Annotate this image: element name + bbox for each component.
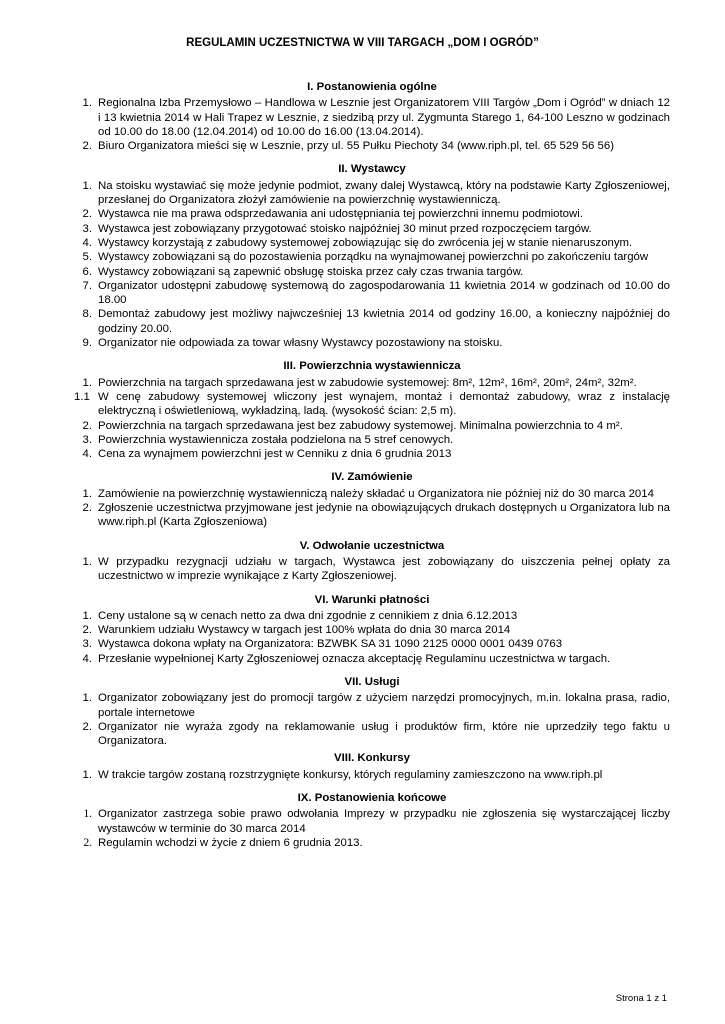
item-text: W przypadku rezygnacji udziału w targach, Wystawca jest zobowiązany do uiszczenia pełnej opłaty za uczestnictwo w imprezie wynikające z Karty Zgłoszeniowej. xyxy=(98,555,670,583)
item-number: 1. xyxy=(82,555,92,568)
page-number: Strona 1 z 1 xyxy=(615,993,667,1004)
item-text: Organizator nie wyraża zgody na reklamowanie usług i produktów firm, które nie uprzedziły tego faktu u Organizatora. xyxy=(98,720,670,748)
document-title: REGULAMIN UCZESTNICTWA W VIII TARGACH „DOM I OGRÓD” xyxy=(186,37,539,49)
item-number: 1. xyxy=(82,97,92,110)
list-item xyxy=(74,307,670,336)
item-number: 3. xyxy=(82,638,92,651)
item-number: 2. xyxy=(82,624,92,637)
section-heading: V. Odwołanie uczestnictwa xyxy=(299,539,445,552)
list-item xyxy=(74,501,670,530)
list-item xyxy=(74,487,670,501)
list-item xyxy=(74,555,670,584)
list-item xyxy=(74,768,670,782)
list-item xyxy=(74,609,670,623)
item-number: 1. xyxy=(82,487,92,500)
list-item xyxy=(74,279,670,308)
section-warunki-platnosci xyxy=(74,593,670,666)
list-item xyxy=(74,236,670,250)
list-item xyxy=(74,720,670,749)
section-postanowienia-koncowe xyxy=(74,791,670,850)
item-text: Powierzchnia na targach sprzedawana jest bez zabudowy systemowej. Minimalna powierzchnia to 4 m². xyxy=(98,419,623,432)
item-text: Organizator zastrzega sobie prawo odwołania Imprezy w przypadku nie zgłoszenia się wystarczającej liczby wystawców w terminie do 30 marca 2014 xyxy=(98,808,670,835)
list-item xyxy=(74,265,670,279)
item-text: W trakcie targów zostaną rozstrzygnięte konkursy, których regulaminy zamieszczono na www.riph.pl xyxy=(98,768,603,781)
item-number: 1. xyxy=(82,376,92,389)
item-number: 4. xyxy=(82,236,92,249)
item-number: 1.1 xyxy=(74,390,90,403)
list-item xyxy=(74,96,670,139)
item-text: Demontaż zabudowy jest możliwy najwcześniej 13 kwietnia 2014 od godziny 16.00, a konieczny najpóźniej do godziny 20.00. xyxy=(98,308,670,335)
item-number: 3. xyxy=(82,433,92,446)
list-item xyxy=(74,222,670,236)
list-item xyxy=(74,390,670,419)
section-postanowienia-ogolne xyxy=(74,80,670,153)
section-heading: III. Powierzchnia wystawiennicza xyxy=(283,360,461,373)
item-text: Wystawca nie ma prawa odsprzedawania ani udostępniania tej powierzchni innemu podmiotowi. xyxy=(98,208,583,221)
item-text: Powierzchnia na targach sprzedawana jest w zabudowie systemowej: 8m², 12m², 16m², 20m², 24m², 32m². xyxy=(98,376,637,389)
item-number: 1. xyxy=(83,808,92,821)
section-konkursy xyxy=(74,751,670,782)
list-item xyxy=(74,376,670,390)
item-number: 9. xyxy=(82,337,92,350)
item-number: 3. xyxy=(82,222,92,235)
item-text: Wystawcy zobowiązani są do pozostawienia porządku na wynajmowanej powierzchni po zakończeniu targów xyxy=(98,251,649,264)
section-odwolanie-uczestnictwa xyxy=(74,539,670,584)
section-heading: IX. Postanowienia końcowe xyxy=(297,792,447,805)
list-item xyxy=(74,419,670,433)
item-text: Powierzchnia wystawiennicza została podzielona na 5 stref cenowych. xyxy=(98,433,454,446)
item-text: Biuro Organizatora mieści się w Lesznie, przy ul. 55 Pułku Piechoty 34 (www.riph.pl, tel. 65 529 56 56) xyxy=(98,140,614,153)
section-zamowienie xyxy=(74,470,670,529)
list-item xyxy=(74,250,670,264)
document-body xyxy=(74,80,670,859)
item-text: W cenę zabudowy systemowej wliczony jest wynajem, montaż i demontaż zabudowy, wraz z instalację elektryczną i oświetleniową, wykładziną, ladą. (wysokość ścian: 2,5 m). xyxy=(98,390,670,418)
list-item xyxy=(74,179,670,208)
item-number: 2. xyxy=(82,140,92,153)
item-text: Cena za wynajmem powierzchni jest w Cenniku z dnia 6 grudnia 2013 xyxy=(98,448,452,461)
item-text: Na stoisku wystawiać się może jedynie podmiot, zwany dalej Wystawcą, który na podstawie Karty Zgłoszeniowej, przesłanej do Organizatora złożył zamówienie na powierzchnię wystawienniczą. xyxy=(98,179,670,207)
list-item xyxy=(74,623,670,637)
item-text: Regulamin wchodzi w życie z dniem 6 grudnia 2013. xyxy=(98,836,363,849)
item-number: 2. xyxy=(82,502,92,515)
item-text: Organizator zobowiązany jest do promocji targów z użyciem narzędzi promocyjnych, m.in. lokalna prasa, radio, portale internetowe xyxy=(98,692,670,719)
item-number: 1. xyxy=(82,609,92,622)
section-heading: I. Postanowienia ogólne xyxy=(307,81,437,93)
item-number: 7. xyxy=(82,279,92,292)
list-item xyxy=(74,807,670,836)
section-wystawcy xyxy=(74,162,670,350)
item-text: Wystawcy zobowiązani są zapewnić obsługę stoiska przez cały czas trwania targów. xyxy=(98,265,524,278)
section-heading: VII. Usługi xyxy=(344,675,400,688)
section-heading: VI. Warunki płatności xyxy=(314,593,430,606)
item-text: Ceny ustalone są w cenach netto za dwa dni zgodnie z cennikiem z dnia 6.12.2013 xyxy=(98,609,518,622)
item-number: 6. xyxy=(82,265,92,278)
list-item xyxy=(74,336,670,350)
item-number: 1. xyxy=(82,179,92,192)
item-number: 8. xyxy=(82,308,92,321)
item-number: 5. xyxy=(82,251,92,264)
list-item xyxy=(74,207,670,221)
item-text: Wystawca jest zobowiązany przygotować stoisko najpóźniej 30 minut przed rozpoczęciem targów. xyxy=(98,222,592,235)
section-heading: II. Wystawcy xyxy=(338,163,406,176)
item-text: Warunkiem udziału Wystawcy w targach jest 100% wpłata do dnia 30 marca 2014 xyxy=(98,624,511,637)
item-number: 2. xyxy=(82,208,92,221)
list-item xyxy=(74,652,670,666)
item-number: 4. xyxy=(82,652,92,665)
item-text: Wystawca dokona wpłaty na Organizatora: BZWBK SA 31 1090 2125 0000 0001 0439 0763 xyxy=(98,638,563,651)
list-item xyxy=(74,836,670,850)
item-text: Zgłoszenie uczestnictwa przyjmowane jest jedynie na obowiązujących drukach dostępnych u Organizatora lub na www.riph.pl (Karta Zgłoszeniowa) xyxy=(98,502,670,529)
item-text: Przesłanie wypełnionej Karty Zgłoszeniowej oznacza akceptację Regulaminu uczestnictwa w targach. xyxy=(98,652,611,665)
item-text: Wystawcy korzystają z zabudowy systemowej zobowiązując się do zwrócenia jej w stanie nienaruszonym. xyxy=(98,236,633,249)
list-item xyxy=(74,637,670,651)
list-item xyxy=(74,433,670,447)
item-number: 2. xyxy=(82,720,92,733)
list-item xyxy=(74,691,670,720)
section-uslugi xyxy=(74,675,670,748)
item-number: 1. xyxy=(82,768,92,781)
section-heading: VIII. Konkursy xyxy=(334,752,410,765)
item-number: 4. xyxy=(82,448,92,461)
item-text: Organizator udostępni zabudowę systemową do zagospodarowania 11 kwietnia 2014 w godzinach od 10.00 do 18.00 xyxy=(98,279,670,307)
item-text: Organizator nie odpowiada za towar własny Wystawcy pozostawiony na stoisku. xyxy=(98,337,503,350)
section-powierzchnia-wystawiennicza xyxy=(74,359,670,461)
list-item xyxy=(74,139,670,153)
item-text: Zamówienie na powierzchnię wystawienniczą należy składać u Organizatora nie później niż do 30 marca 2014 xyxy=(98,487,654,500)
section-heading: IV. Zamówienie xyxy=(331,471,413,484)
item-number: 1. xyxy=(82,692,92,705)
list-item xyxy=(74,447,670,461)
item-number: 2. xyxy=(83,836,92,849)
item-number: 2. xyxy=(82,419,92,432)
item-text: Regionalna Izba Przemysłowo – Handlowa w Lesznie jest Organizatorem VIII Targów „Dom i Ogród” w dniach 12 i 13 kwietnia 2014 w Hali Trapez w Lesznie, z siedzibą przy ul. Zygmunta Starego 1, 64-100 Leszno w godzinach od 10.00 do 18.00 (12.04.2014) od 10.00 do 16.00 (13.04.2014). xyxy=(98,97,670,138)
